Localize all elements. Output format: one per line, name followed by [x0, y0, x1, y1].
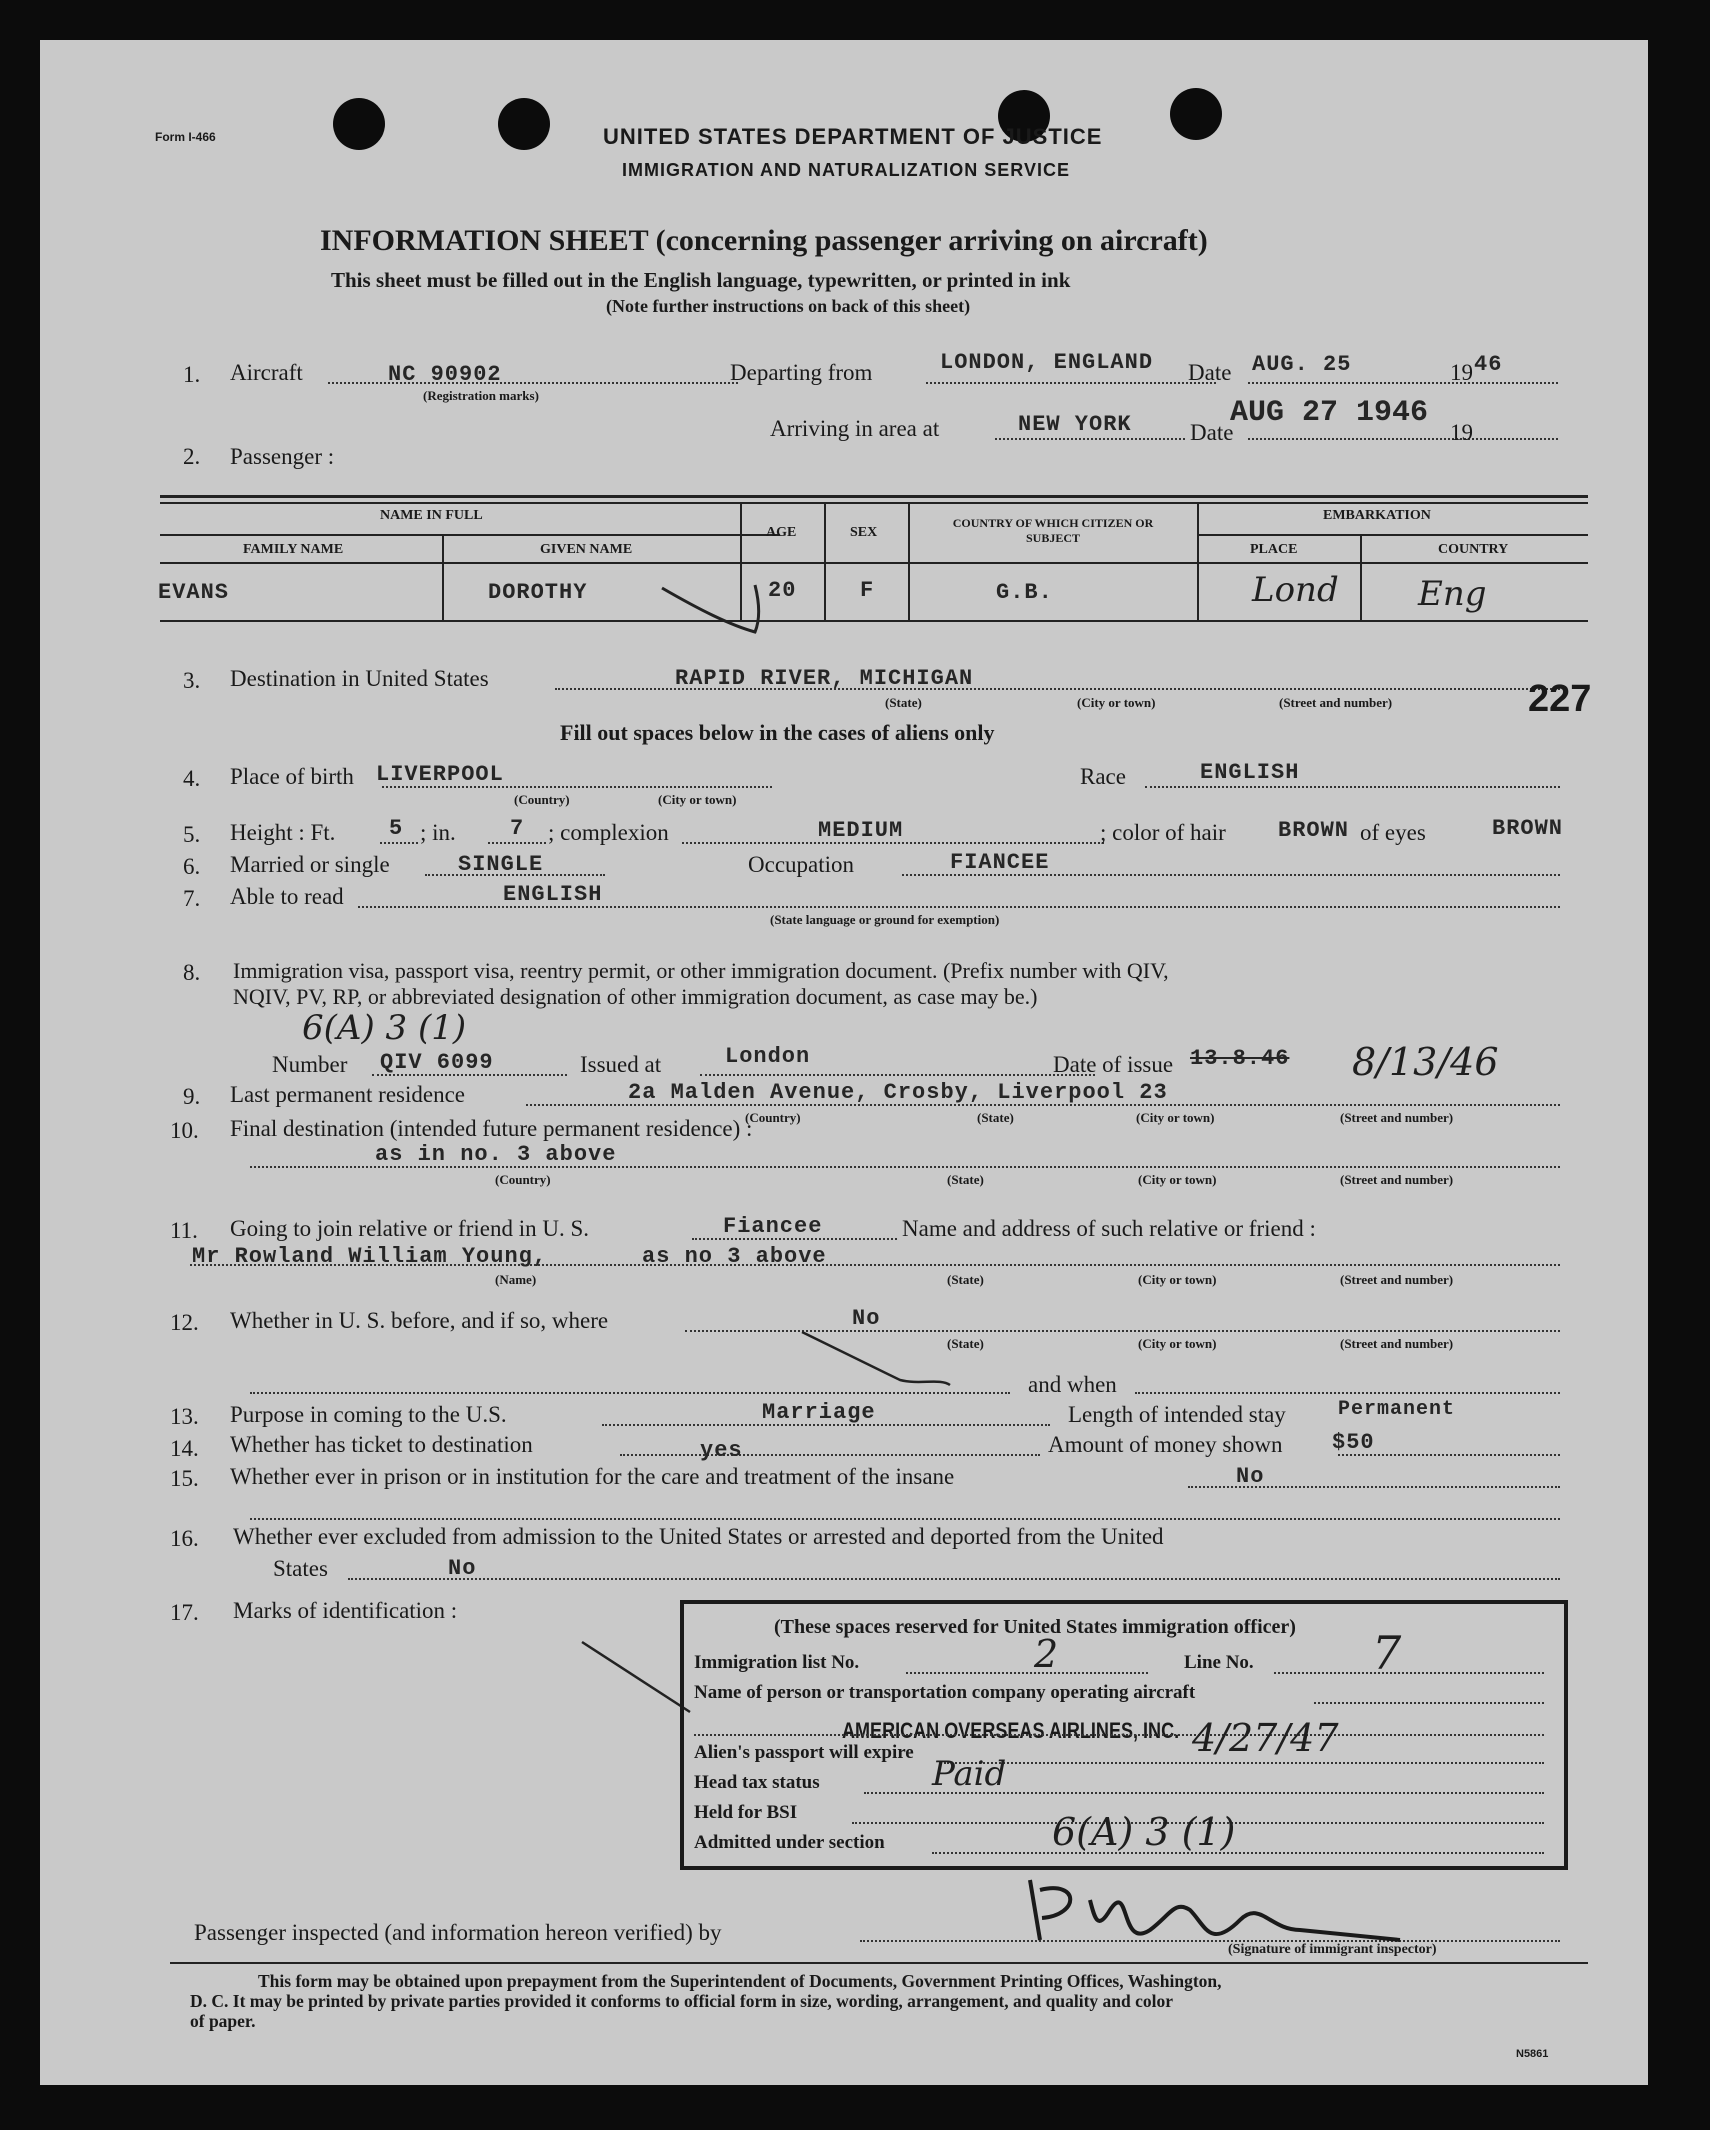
departing-label: Departing from — [730, 360, 873, 385]
destination-label: Destination in United States — [230, 666, 489, 691]
held-for-bsi-label: Held for BSI — [694, 1802, 798, 1823]
dotted-line — [250, 1518, 1560, 1520]
money-value: $50 — [1332, 1430, 1375, 1455]
stay-length-label: Length of intended stay — [1068, 1402, 1286, 1427]
date-label: Date — [1188, 360, 1232, 385]
arriving-value: NEW YORK — [1018, 412, 1132, 437]
purpose-value: Marriage — [762, 1400, 876, 1425]
residence-label: Last permanent residence — [230, 1082, 465, 1107]
embarkation-header: EMBARKATION — [1323, 508, 1431, 523]
height-feet-label: Height : Ft. — [230, 820, 336, 845]
embarkation-country-header: COUNTRY — [1438, 542, 1509, 557]
dotted-line — [944, 1762, 1544, 1764]
item-number: 10. — [170, 1118, 199, 1143]
operator-stamp: AMERICAN OVERSEAS AIRLINES, INC. — [842, 1718, 1180, 1743]
issue-date-handwritten: 8/13/46 — [1352, 1040, 1499, 1084]
street-note: (Street and number) — [1279, 695, 1393, 710]
family-name-value: EVANS — [158, 580, 230, 605]
issued-at-label: Issued at — [580, 1052, 662, 1077]
dotted-line — [620, 1454, 1040, 1456]
city-note: (City or town) — [1077, 695, 1156, 710]
footer-line-3: of paper. — [190, 2011, 256, 2031]
admitted-section-label: Admitted under section — [694, 1832, 885, 1853]
dotted-line — [1145, 786, 1560, 788]
list-number-handwritten: 2 — [1034, 1632, 1059, 1676]
officer-box-title: (These spaces reserved for United States immigration officer) — [774, 1616, 1296, 1638]
height-feet-value: 5 — [389, 816, 404, 841]
form-number: Form I-466 — [155, 130, 216, 144]
city-note: (City or town) — [658, 792, 737, 807]
year-prefix: 19 — [1450, 420, 1473, 445]
item-number: 14. — [170, 1436, 199, 1461]
identification-marks-label: Marks of identification : — [233, 1598, 458, 1623]
aliens-heading: Fill out spaces below in the cases of aliens only — [560, 720, 995, 745]
item-number: 3. — [183, 668, 201, 693]
check-mark — [660, 580, 770, 640]
height-inches-value: 7 — [510, 816, 525, 841]
service-heading: IMMIGRATION AND NATURALIZATION SERVICE — [622, 160, 1070, 180]
item-number: 5. — [183, 822, 201, 847]
item-number: 6. — [183, 854, 201, 879]
street-note: (Street and number) — [1340, 1110, 1454, 1125]
inspection-label: Passenger inspected (and information hereon verified) by — [194, 1920, 722, 1945]
dotted-line — [1274, 1672, 1544, 1674]
sex-value: F — [860, 578, 875, 603]
item-number: 16. — [170, 1526, 199, 1551]
age-header: AGE — [766, 525, 797, 540]
visa-instructions: Immigration visa, passport visa, reentry permit, or other immigration document. (Prefix number with QIV, — [233, 958, 1169, 983]
departure-date: AUG. 25 — [1252, 352, 1352, 377]
item-number: 9. — [183, 1084, 201, 1109]
sex-header: SEX — [850, 525, 878, 540]
relative-address-label: Name and address of such relative or friend : — [902, 1216, 1316, 1241]
departing-value: LONDON, ENGLAND — [940, 350, 1154, 375]
prison-value: No — [1236, 1464, 1265, 1489]
prison-label: Whether ever in prison or in institution for the care and treatment of the insane — [230, 1464, 955, 1489]
country-note: (Country) — [514, 792, 570, 807]
literacy-label: Able to read — [230, 884, 344, 909]
country-note: (Country) — [495, 1172, 551, 1187]
admitted-section-handwritten: 6(A) 3 (1) — [1052, 1810, 1236, 1854]
final-destination-label: Final destination (intended future permanent residence) : — [230, 1116, 753, 1141]
and-when-label: and when — [1028, 1372, 1117, 1397]
passport-expiry-label: Alien's passport will expire — [694, 1742, 914, 1763]
marital-status-value: SINGLE — [458, 852, 544, 877]
street-note: (Street and number) — [1340, 1172, 1454, 1187]
state-note: (State) — [947, 1172, 984, 1187]
residence-value: 2a Malden Avenue, Crosby, Liverpool 23 — [628, 1080, 1168, 1105]
race-label: Race — [1080, 764, 1126, 789]
age-value: 20 — [768, 578, 797, 603]
dotted-line — [348, 1578, 1560, 1580]
marital-status-label: Married or single — [230, 852, 390, 877]
issued-at-value: London — [725, 1044, 811, 1069]
item-number: 8. — [183, 960, 201, 985]
registration-note: (Registration marks) — [423, 388, 539, 403]
race-value: ENGLISH — [1200, 760, 1300, 785]
money-label: Amount of money shown — [1048, 1432, 1283, 1457]
list-number-label: Immigration list No. — [694, 1652, 860, 1673]
birthplace-label: Place of birth — [230, 764, 354, 789]
literacy-value: ENGLISH — [503, 882, 603, 907]
dotted-line — [1248, 382, 1558, 384]
join-relative-label: Going to join relative or friend in U. S. — [230, 1216, 589, 1241]
punch-hole — [1170, 88, 1222, 140]
line-number-handwritten: 7 — [1372, 1626, 1402, 1680]
punch-hole — [333, 98, 385, 150]
footer-line-1: This form may be obtained upon prepayment from the Superintendent of Documents, Government Printing Offices, Washington, — [258, 1971, 1222, 1991]
item-number: 2. — [183, 444, 201, 469]
dotted-line — [1248, 438, 1558, 440]
footer-line-2: D. C. It may be printed by private parties provided it conforms to official form in size, wording, arrangement, and quality and color — [190, 1991, 1174, 2011]
country-note: (Country) — [745, 1110, 801, 1125]
prior-visit-label: Whether in U. S. before, and if so, where — [230, 1308, 609, 1333]
excluded-value: No — [448, 1556, 477, 1581]
arrival-date-label: Date — [1190, 420, 1234, 445]
dotted-line — [694, 1734, 1544, 1736]
year-prefix: 19 — [1450, 360, 1473, 385]
city-note: (City or town) — [1138, 1336, 1217, 1351]
punch-hole — [498, 98, 550, 150]
footer-rule — [170, 1962, 1588, 1964]
state-note: (State) — [885, 695, 922, 710]
dotted-line — [906, 1672, 1148, 1674]
operator-label: Name of person or transportation company operating aircraft — [694, 1682, 1196, 1703]
embarkation-place-handwritten: Lond — [1252, 570, 1339, 610]
arriving-label: Arriving in area at — [770, 416, 940, 441]
head-tax-label: Head tax status — [694, 1772, 820, 1793]
issue-date-label: Date of issue — [1053, 1052, 1174, 1077]
citizen-value: G.B. — [996, 580, 1053, 605]
state-note: (State) — [947, 1336, 984, 1351]
ticket-value: yes — [700, 1438, 743, 1463]
visa-number-value: QIV 6099 — [380, 1050, 494, 1075]
item-number: 17. — [170, 1600, 199, 1625]
citizen-header: COUNTRY OF WHICH CITIZEN OR SUBJECT — [952, 516, 1154, 545]
final-destination-value: as in no. 3 above — [375, 1142, 617, 1167]
form-subtitle: This sheet must be filled out in the English language, typewritten, or printed in ink — [331, 268, 1071, 292]
street-note: (Street and number) — [1340, 1272, 1454, 1287]
city-note: (City or town) — [1136, 1110, 1215, 1125]
dotted-line — [932, 1852, 1544, 1854]
height-inches-label: ; in. — [420, 820, 456, 845]
family-name-header: FAMILY NAME — [243, 542, 344, 557]
line-number-label: Line No. — [1184, 1652, 1254, 1673]
occupation-label: Occupation — [748, 852, 855, 877]
name-note: (Name) — [495, 1272, 537, 1287]
issue-date-struck: 13.8.46 — [1190, 1046, 1290, 1071]
ticket-label: Whether has ticket to destination — [230, 1432, 533, 1457]
language-note: (State language or ground for exemption) — [770, 912, 1000, 927]
complexion-value: MEDIUM — [818, 818, 904, 843]
name-in-full-header: NAME IN FULL — [380, 508, 483, 523]
visa-section-handwritten: 6(A) 3 (1) — [302, 1008, 467, 1048]
dotted-line — [380, 842, 418, 844]
head-tax-handwritten: Paid — [932, 1754, 1007, 1794]
eye-color-value: BROWN — [1492, 816, 1564, 841]
destination-value: RAPID RIVER, MICHIGAN — [675, 666, 974, 691]
hair-color-label: ; color of hair — [1100, 820, 1226, 845]
signature-note: (Signature of immigrant inspector) — [1228, 1942, 1437, 1957]
excluded-label: Whether ever excluded from admission to the United States or arrested and deported from the United — [233, 1524, 1164, 1549]
form-note: (Note further instructions on back of this sheet) — [606, 296, 971, 316]
item-number: 4. — [183, 766, 201, 791]
officer-box — [680, 1600, 1568, 1870]
arrival-date-stamp: AUG 27 1946 — [1230, 396, 1429, 430]
item-number: 1. — [183, 362, 201, 387]
given-name-header: GIVEN NAME — [540, 542, 633, 557]
birthplace-value: LIVERPOOL — [376, 762, 504, 787]
form-title: INFORMATION SHEET (concerning passenger arriving on aircraft) — [320, 224, 1208, 257]
given-name-value: DOROTHY — [488, 580, 588, 605]
eye-color-label: of eyes — [1360, 820, 1426, 845]
hair-color-value: BROWN — [1278, 818, 1350, 843]
item-number: 7. — [183, 886, 201, 911]
print-code: N5861 — [1516, 2048, 1549, 2060]
dotted-line — [700, 1074, 1095, 1076]
item-number: 13. — [170, 1404, 199, 1429]
dotted-line — [1314, 1702, 1544, 1704]
stay-length-value: Permanent — [1338, 1398, 1456, 1421]
visa-number-label: Number — [272, 1052, 348, 1077]
street-note: (Street and number) — [1340, 1336, 1454, 1351]
dotted-line — [488, 842, 546, 844]
city-note: (City or town) — [1138, 1272, 1217, 1287]
visa-instructions-cont: NQIV, PV, RP, or abbreviated designation of other immigration document, as case may be.) — [233, 984, 1038, 1009]
occupation-value: FIANCEE — [950, 850, 1050, 875]
item-number: 15. — [170, 1466, 199, 1491]
pen-stroke — [800, 1330, 960, 1400]
aircraft-label: Aircraft — [230, 360, 303, 385]
departure-year: 46 — [1474, 352, 1503, 377]
place-header: PLACE — [1250, 542, 1298, 557]
embarkation-country-handwritten: Eng — [1418, 574, 1487, 614]
relative-name-value: Mr Rowland William Young, — [192, 1244, 548, 1269]
item-number: 11. — [170, 1218, 198, 1243]
purpose-label: Purpose in coming to the U.S. — [230, 1402, 507, 1427]
city-note: (City or town) — [1138, 1172, 1217, 1187]
complexion-label: ; complexion — [548, 820, 669, 845]
prior-visit-value: No — [852, 1306, 881, 1331]
department-heading: UNITED STATES DEPARTMENT OF JUSTICE — [603, 124, 1103, 149]
dotted-line — [1135, 1392, 1560, 1394]
excluded-label-cont: States — [273, 1556, 328, 1581]
dotted-line — [926, 382, 1216, 384]
aircraft-value: NC 90902 — [388, 362, 502, 387]
state-note: (State) — [977, 1110, 1014, 1125]
passenger-label: Passenger : — [230, 444, 335, 469]
item-number: 12. — [170, 1310, 199, 1335]
dotted-line — [995, 438, 1185, 440]
stamp-number: 227 — [1528, 678, 1592, 720]
join-relative-value: Fiancee — [723, 1214, 823, 1239]
relative-address-value: as no 3 above — [642, 1244, 827, 1269]
state-note: (State) — [947, 1272, 984, 1287]
form-sheet — [40, 40, 1648, 2085]
passport-expiry-handwritten: 4/27/47 — [1192, 1716, 1339, 1760]
